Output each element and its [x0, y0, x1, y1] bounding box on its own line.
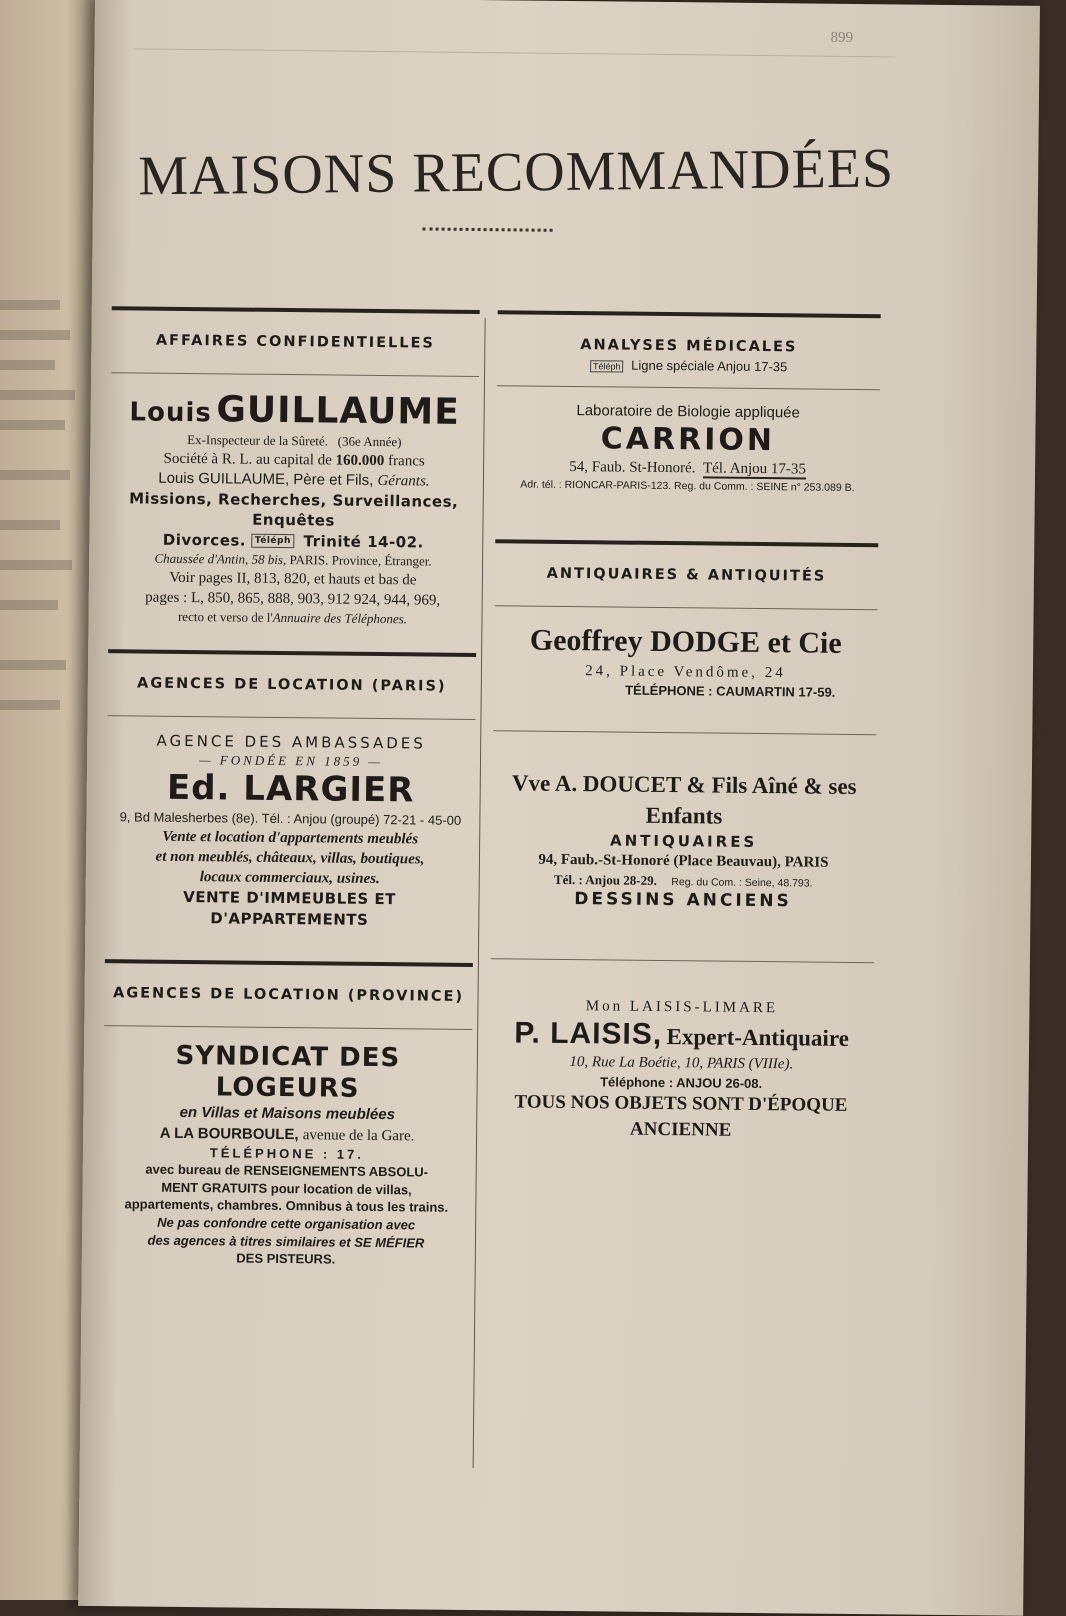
ad-line: locaux commerciaux, usines.	[199, 869, 380, 888]
ad-name-first: Louis	[129, 397, 212, 429]
ad-line: Annuaire des Téléphones.	[272, 609, 408, 627]
ad-line: MENT GRATUITS pour location de villas,	[161, 1179, 412, 1198]
page-number: 899	[830, 29, 854, 46]
ad-line: Louis GUILLAUME, Père et Fils,	[158, 469, 374, 489]
ad-line: 24, Place Vendôme, 24	[585, 663, 786, 682]
ad-phone: Trinité 14-02.	[303, 531, 424, 552]
ad-line: avenue de la Gare.	[302, 1126, 415, 1145]
page-title: MAISONS RECOMMANDÉES	[137, 137, 895, 208]
ad-line: Divorces.	[162, 530, 247, 550]
ad-dodge	[487, 606, 883, 720]
ad-syndicat	[96, 1026, 479, 1288]
ad-line: pages : L, 850, 865, 888, 903, 912 924, 944, 969,	[145, 589, 441, 609]
ad-laisis	[483, 959, 880, 1162]
ad-name: P. LAISIS,	[514, 1016, 663, 1052]
ad-line: AGENCE DES AMBASSADES	[156, 731, 426, 753]
ad-services: Missions, Recherches, Surveillances, Enquêtes	[129, 489, 459, 531]
ad-line: avec bureau de RENSEIGNEMENTS ABSOLU-	[145, 1161, 429, 1180]
ad-line: PARIS. Province, Étranger.	[289, 552, 432, 569]
left-column	[96, 306, 486, 1288]
ad-line: ANTIQUAIRES	[609, 831, 758, 852]
ad-line: Chaussée d'Antin, 58 bis,	[154, 550, 287, 568]
ad-line: Voir pages II, 813, 820, et hauts et bas de	[169, 569, 417, 588]
section-heading-antiquaires: ANTIQUAIRES & ANTIQUITÉS	[546, 565, 827, 585]
ad-largier	[99, 716, 481, 949]
ad-line: Laboratoire de Biologie appliquée	[576, 402, 801, 422]
ad-name: CARRION	[600, 421, 776, 459]
ad-line: DES PISTEURS.	[236, 1250, 336, 1267]
ad-line: et non meublés, châteaux, villas, boutiques,	[155, 848, 425, 868]
ad-guillaume	[102, 373, 485, 647]
ad-phone: Tél. : Anjou 28-29.	[553, 871, 657, 888]
ad-line: VENTE D'IMMEUBLES ET D'APPARTEMENTS	[183, 888, 397, 929]
ad-name: Vve A. DOUCET & Fils Aîné & ses Enfants	[511, 770, 857, 829]
ad-line: A LA BOURBOULE,	[159, 1124, 299, 1143]
ad-phone: Téléphone : ANJOU 26-08.	[600, 1073, 763, 1091]
ad-line: Société à R. L. au capital de	[163, 450, 332, 469]
ad-carrion	[490, 386, 886, 513]
ad-line: Gérants.	[377, 472, 430, 490]
ad-phone: Tél. Anjou 17-35	[702, 460, 806, 478]
ad-line: 9, Bd Malesherbes (8e). Tél. : Anjou (groupé) 72-21 - 45-00	[119, 809, 462, 829]
ad-name: SYNDICAT DES LOGEURS	[175, 1040, 401, 1104]
top-rule	[134, 48, 894, 57]
ad-line: DESSINS ANCIENS	[574, 889, 792, 912]
ad-name: Geoffrey DODGE et Cie	[529, 623, 842, 660]
ad-doucet	[485, 731, 882, 932]
ad-phone: TÉLÉPHONE : CAUMARTIN 17-59.	[625, 683, 836, 701]
section-heading-affaires: AFFAIRES CONFIDENTIELLES	[155, 332, 435, 352]
ad-line: 10, Rue La Boétie, 10, PARIS (VIIIe).	[569, 1054, 794, 1073]
ad-line: Ne pas confondre cette organisation avec	[157, 1214, 416, 1233]
ad-name: Ed. LARGIER	[166, 768, 415, 811]
ad-line: 94, Faub.-St-Honoré (Place Beauvau), PARIS	[538, 852, 829, 872]
ad-line: TOUS NOS OBJETS SONT D'ÉPOQUE ANCIENNE	[514, 1091, 848, 1141]
ad-line: francs	[388, 452, 425, 470]
ad-line: Vente et location d'appartements meublés	[162, 828, 419, 848]
ad-line: Mon LAISIS-LIMARE	[585, 998, 779, 1017]
ad-capital: 160.000	[335, 452, 385, 469]
ad-line: recto et verso de l'	[177, 608, 273, 625]
ad-line: Ex-Inspecteur de la Sûreté.	[187, 432, 328, 449]
right-column	[483, 310, 887, 1162]
ad-line: Expert-Antiquaire	[666, 1024, 850, 1052]
telephone-icon: Téléph	[590, 360, 624, 372]
ad-line: Ligne spéciale Anjou 17-35	[631, 357, 788, 375]
telephone-icon: Téléph	[252, 534, 294, 549]
title-ornament	[423, 227, 553, 231]
section-heading-agences-province: AGENCES DE LOCATION (PROVINCE)	[112, 985, 465, 1005]
ad-line: en Villas et Maisons meublées	[179, 1104, 396, 1124]
ad-line: Reg. du Com. : Seine, 48.793.	[671, 875, 813, 890]
section-heading-agences-paris: AGENCES DE LOCATION (PARIS)	[136, 675, 447, 695]
ad-name-last: GUILLAUME	[216, 389, 460, 433]
ad-line: (36e Année)	[337, 433, 402, 450]
ad-line: des agences à titres similaires et SE MÉFIER	[147, 1232, 425, 1251]
ad-line: 54, Faub. St-Honoré.	[569, 459, 696, 477]
ad-line: Adr. tél. : RIONCAR-PARIS-123. Reg. du Comm. : SEINE n° 253.089 B.	[520, 477, 855, 494]
ad-line: — FONDÉE EN 1859 —	[198, 751, 384, 769]
document-page	[78, 0, 1040, 1616]
section-heading-analyses: ANALYSES MÉDICALES	[580, 337, 798, 356]
ad-line: appartements, chambres. Omnibus à tous les trains.	[124, 1196, 449, 1216]
ad-phone: TÉLÉPHONE : 17.	[209, 1145, 364, 1162]
